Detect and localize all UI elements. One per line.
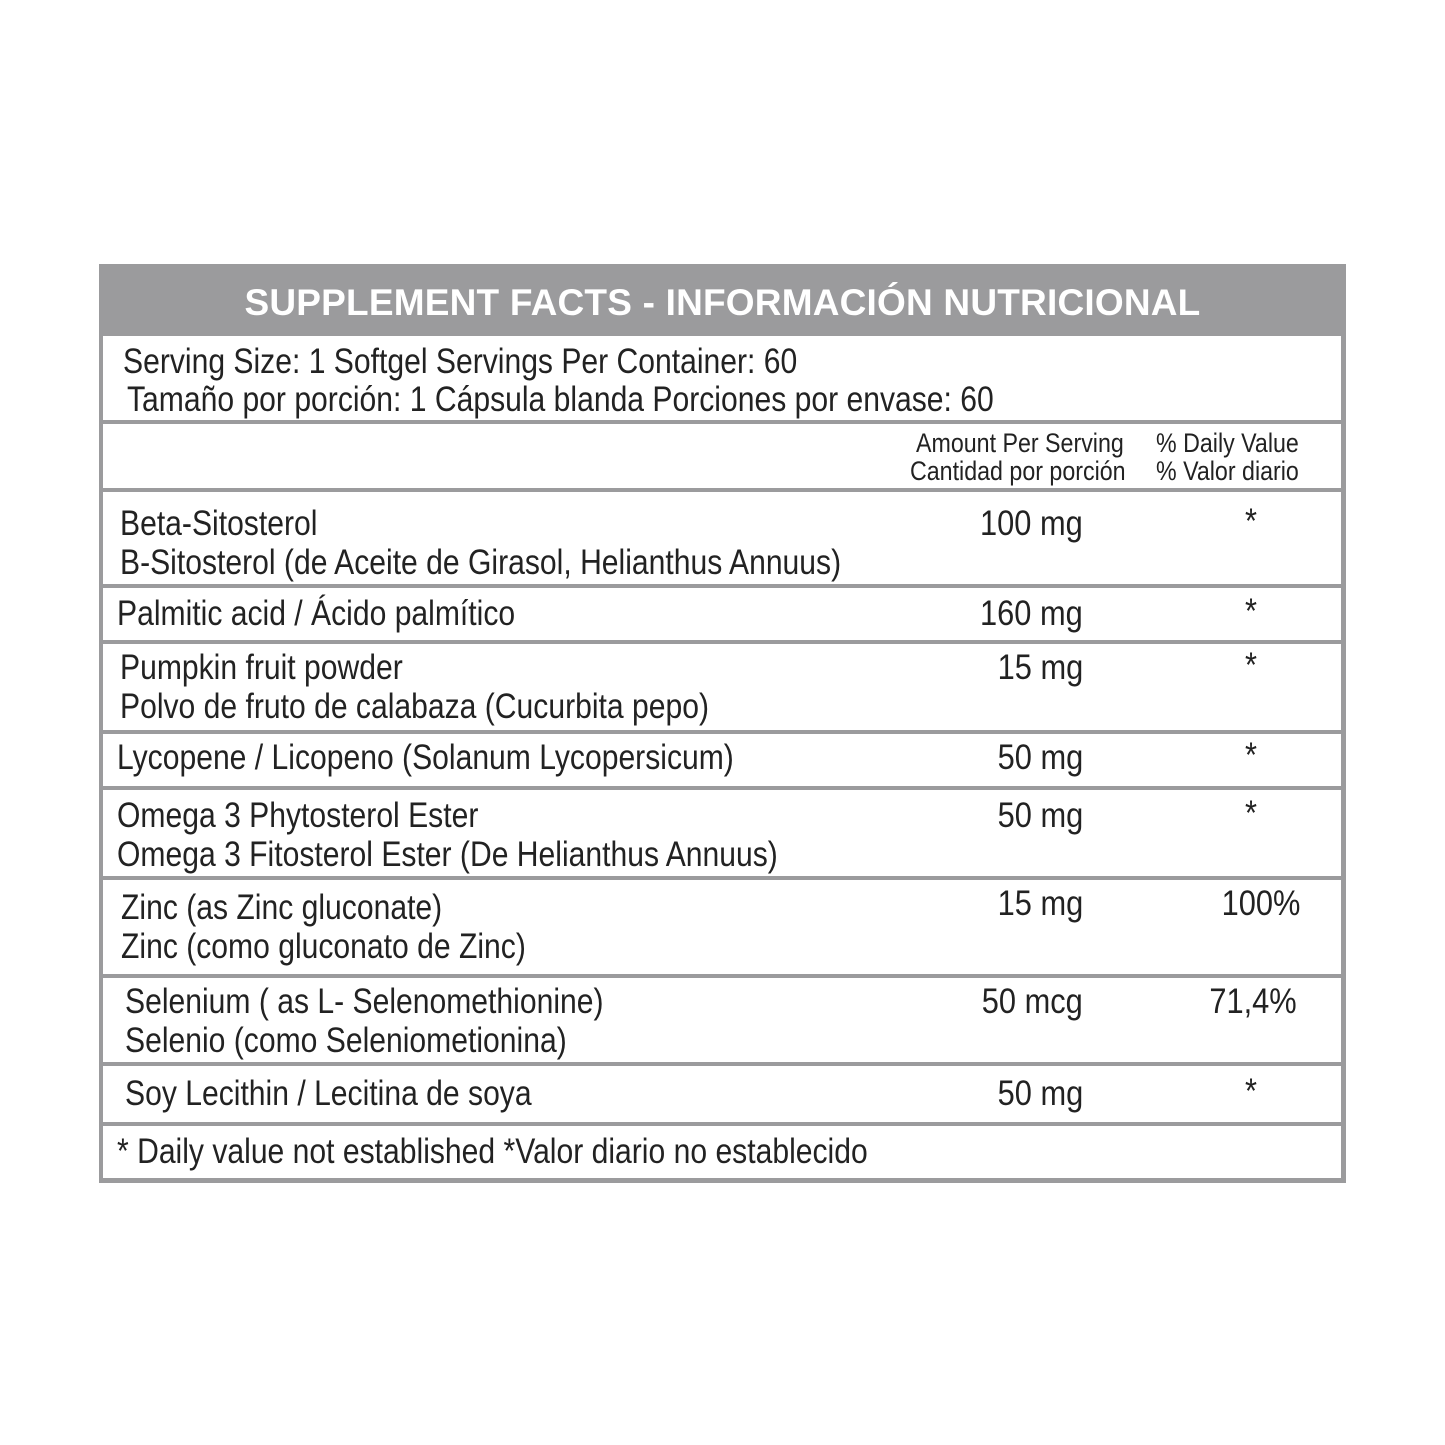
nutrient-name: Omega 3 Phytosterol Ester	[117, 796, 479, 835]
amount-header-en: Amount Per Serving	[916, 428, 1124, 458]
nutrient-daily-value: *	[1245, 736, 1257, 775]
nutrient-name: Soy Lecithin / Lecitina de soya	[125, 1074, 532, 1113]
nutrient-row	[103, 492, 1341, 584]
nutrient-daily-value: *	[1245, 1072, 1257, 1111]
nutrient-name: Pumpkin fruit powder	[120, 648, 403, 687]
nutrient-row	[103, 1066, 1341, 1122]
nutrient-daily-value: 71,4%	[1209, 982, 1297, 1021]
nutrient-name-spanish: Omega 3 Fitosterol Ester (De Helianthus Annuus)	[117, 835, 778, 874]
serving-info	[103, 336, 1341, 420]
nutrient-amount: 15 mg	[997, 884, 1083, 923]
nutrient-amount: 50 mg	[997, 796, 1083, 835]
nutrient-row	[103, 588, 1341, 640]
nutrient-row	[103, 880, 1341, 974]
nutrient-name: Zinc (as Zinc gluconate)	[121, 888, 443, 927]
nutrient-daily-value: *	[1245, 794, 1257, 833]
footnote-text: * Daily value not established *Valor diario no establecido	[117, 1132, 868, 1171]
dv-header-es: % Valor diario	[1156, 456, 1299, 486]
nutrient-name-spanish: Polvo de fruto de calabaza (Cucurbita pepo)	[120, 687, 709, 726]
nutrient-amount: 50 mg	[997, 738, 1083, 777]
nutrient-name-spanish: Selenio (como Seleniometionina)	[125, 1021, 567, 1060]
amount-header-es: Cantidad por porción	[910, 456, 1126, 486]
nutrient-name-spanish: Zinc (como gluconato de Zinc)	[121, 927, 526, 966]
nutrient-name-spanish: B-Sitosterol (de Aceite de Girasol, Helianthus Annuus)	[120, 543, 842, 582]
nutrient-daily-value: 100%	[1221, 884, 1301, 923]
nutrient-row	[103, 734, 1341, 786]
nutrient-amount: 50 mcg	[981, 982, 1083, 1021]
nutrient-daily-value: *	[1245, 502, 1257, 541]
title-bar	[99, 264, 1346, 336]
dv-header-en: % Daily Value	[1156, 428, 1299, 458]
nutrient-name: Selenium ( as L- Selenomethionine)	[125, 982, 604, 1021]
supplement-facts-label	[99, 264, 1346, 1183]
nutrient-row	[103, 790, 1341, 876]
column-header	[103, 424, 1341, 488]
nutrient-name: Beta-Sitosterol	[120, 504, 318, 543]
label-title: SUPPLEMENT FACTS - INFORMACIÓN NUTRICIONAL	[244, 282, 1201, 323]
nutrient-daily-value: *	[1245, 592, 1257, 631]
nutrient-name: Lycopene / Licopeno (Solanum Lycopersicum)	[117, 738, 734, 777]
nutrient-daily-value: *	[1245, 646, 1257, 685]
nutrient-amount: 50 mg	[997, 1074, 1083, 1113]
nutrient-amount: 100 mg	[980, 504, 1083, 543]
nutrient-row	[103, 978, 1341, 1062]
serving-size-es: Tamaño por porción: 1 Cápsula blanda Porciones por envase: 60	[127, 380, 994, 419]
nutrient-name: Palmitic acid / Ácido palmítico	[117, 594, 516, 633]
serving-size-en: Serving Size: 1 Softgel Servings Per Container: 60	[123, 342, 798, 381]
nutrient-row	[103, 644, 1341, 730]
footnote	[103, 1126, 1341, 1178]
nutrient-amount: 15 mg	[997, 648, 1083, 687]
nutrient-amount: 160 mg	[980, 594, 1083, 633]
